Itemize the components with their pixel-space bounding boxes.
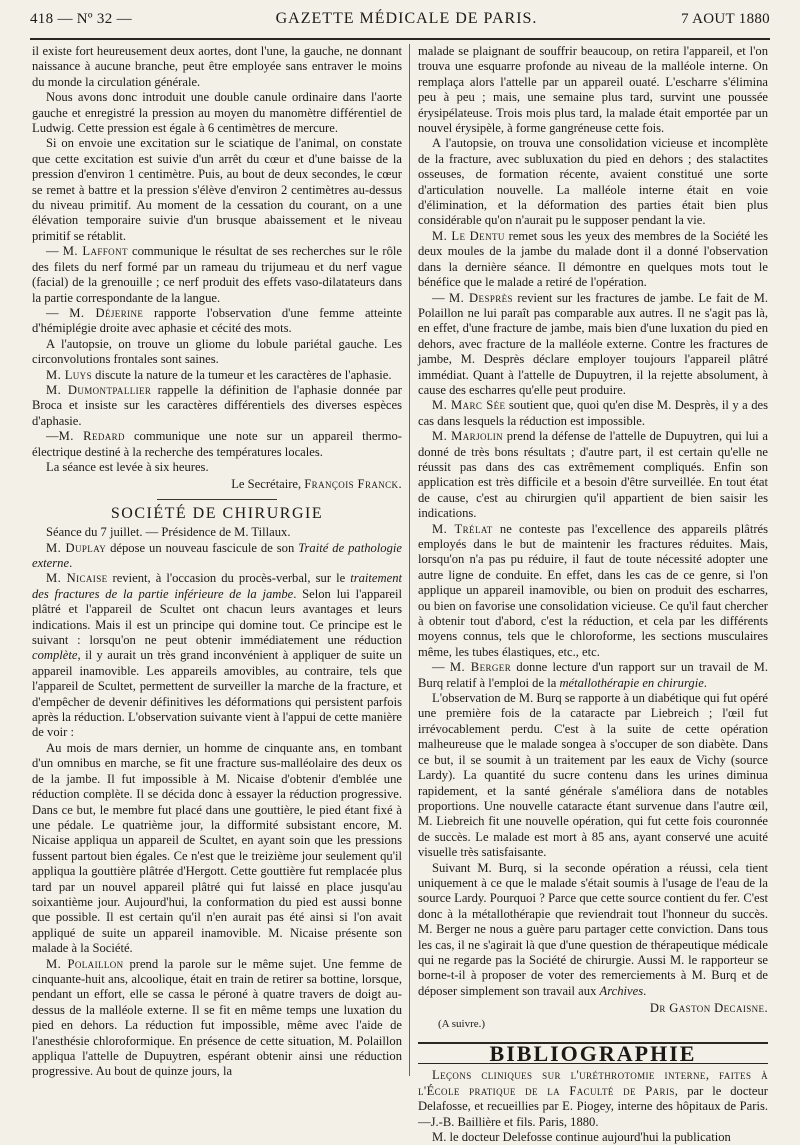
speaker-name: M. Luys xyxy=(46,367,92,382)
paragraph: M. Duplay dépose un nouveau fascicule de son Traité de pathologie externe. xyxy=(32,540,402,570)
issue-date: 7 AOUT 1880 xyxy=(681,11,770,27)
bibliography-header xyxy=(418,1042,768,1064)
page-header xyxy=(30,10,770,36)
section-rule xyxy=(157,499,277,500)
speaker-name: M. Trélat xyxy=(432,521,493,536)
speaker-name: M. Desprès xyxy=(449,290,513,305)
paragraph: A l'autopsie, on trouve un gliome du lobule pariétal gauche. Les circonvolutions frontales sont saines. xyxy=(32,336,402,367)
paragraph: A l'autopsie, on trouva une consolidation vicieuse et incomplète de la fracture, avec subluxation du pied en dehors ; des stalactites osseuses, de formation récente, avaient constitué une sorte d'articulation nouvelle. La malléole interne était en voie d'élimination, et la déformation des parties était bien plus considérable qu'on n'aurait pu le supposer pendant la vie. xyxy=(418,136,768,228)
paragraph: — M. Desprès revient sur les fractures de jambe. Le fait de M. Polaillon ne lui paraît pas comparable aux autres. Il ne s'agit pas là, en effet, d'une fracture de jambe, mais bien d'une luxation du pied en dehors, avec fracture de la malléole externe. Contre les fractures de jambe, M. Desprès déclare employer toujours l'appareil plâtré immédiat. Quant à l'attelle de Dupuytren, il la rejette absolument, à cause des escharres qu'elle peut produire. xyxy=(418,290,768,397)
signature: Dr Gaston Decaisne. xyxy=(649,1001,768,1016)
bibliography-entry: Leçons cliniques sur l'uréthrotomie interne, faites à l'École pratique de la Faculté de Paris, par le docteur Delafosse, et recueillies par E. Piogey, interne des hôpitaux de Paris. —J.-B. Baillière et fils. Paris, 1880. xyxy=(418,1068,768,1129)
paragraph: L'observation de M. Burq se rapporte à un diabétique qui fut opéré une première fois de la cataracte par Liebreich ; l'œil fut irrévocablement perdu. C'est à la suite de cette opération malheureuse que le malade songea à s'occuper de son diabète. Dans ce but, il se soumit à un traitement par les eaux de Vichy (source Lardy). La quantité du sucre contenu dans les urines diminua rapidement, et la santé générale s'améliora dans de notables proportions. Une nouvelle cataracte étant survenue dans l'autre œil, M. Liebreich fit une nouvelle opération, qui fut cette fois couronnée de succès. Le malade est mort à 85 ans, ayant conservé une acuité visuelle très satisfaisante. xyxy=(418,691,768,860)
paragraph: M. Dumontpallier rappelle la définition de l'aphasie donnée par Broca et insiste sur les caractères différentiels des diverses espèces d'aphasie. xyxy=(32,382,402,428)
paragraph: La séance est levée à six heures. xyxy=(46,459,209,474)
paragraph: M. Le Dentu remet sous les yeux des membres de la Société les deux moules de la jambe du malade dont il a donné l'observation dans la dernière séance. Il démontre en quelques mots tout le bénéfice que le malade a retiré de l'opération. xyxy=(418,228,768,290)
speaker-name: M. Nicaise xyxy=(46,571,108,586)
speaker-name: M. Polaillon xyxy=(46,956,124,971)
paragraph: M. le docteur Delefosse continue aujourd'hui la publication xyxy=(432,1130,731,1145)
paragraph: M. Nicaise revient, à l'occasion du procès-verbal, sur le traitement des fractures de la partie inférieure de la jambe. Selon lui l'appareil plâtré et l'appareil de Scultet ont chacun leurs avantages et leurs indications. Mais il est un principe qui domine tout. Ce principe est le suivant : lorsqu'on ne peut obtenir immédiatement une réduction complète, il y aurait un très grand inconvénient à appliquer de suite un appareil inamovible. Les appareils amovibles, au contraire, tels que l'appareil de Scultet, permettent de surveiller la marche de la fracture, et d'empêcher de devenir définitives les déformations qui persistent parfois après la réduction. L'observation suivante vient à l'appui de cette manière de voir : xyxy=(32,571,402,740)
speaker-name: M. Dumontpallier xyxy=(46,382,152,397)
speaker-name: M. Marjolin xyxy=(432,429,504,444)
speaker-name: M. Déjerine xyxy=(69,305,144,320)
paragraph: M. Polaillon prend la parole sur le même sujet. Une femme de cinquante-huit ans, alcoolique, était en train de retirer sa bottine, lorsque, pendant un effort, elle se cassa le péroné à quatre travers de doigt au-dessus de la malléole externe. Il se fit en même temps une luxation du pied en dehors. La réduction fut impossible, même avec l'aide de l'anesthésie chloroformique. En présence de cette situation, M. Polaillon appliqua l'attelle de Dupuytren, espérant obtenir ainsi une réduction progressive. Au bout de quinze jours, la xyxy=(32,956,402,1079)
paragraph: M. Marjolin prend la défense de l'attelle de Dupuytren, qui lui a donné de très bons résultats ; d'autre part, il est certain qu'elle ne réussit pas dans des cas extrêmement compliqués. Enfin son application est très difficile et a besoin d'être surveillée. En tout état de cause, c'est au chirurgien qu'il appartient de bien saisir les indications. xyxy=(418,429,769,521)
speaker-name: M. Duplay xyxy=(46,540,107,555)
paragraph: M. Luys discute la nature de la tumeur et les caractères de l'aphasie. xyxy=(46,367,392,382)
paragraph: Au mois de mars dernier, un homme de cinquante ans, en tombant d'un omnibus en marche, se fit une fracture sus-malléolaire des deux os de la jambe. Il fut impossible à M. Nicaise d'obtenir d'emblée une réduction complète. Il se décida donc à essayer la réduction progressive. Dans ce but, le membre fut placé dans une gouttière, le pied étant fixé à une pédale. Le quatrième jour, la difformité subsistant encore, M. Nicaise appliqua un appareil de Scultet, en ayant soin que les pressions fussent partout bien égales. Ce n'est que le treizième jour seulement qu'il appliqua la gouttière plâtrée d'Hergott. Cette gouttière fut remplacée plus tard par un nouvel appareil plâtré qui fut laissé en place jusqu'au soixantième jour. Aujourd'hui, la conformation du pied est aussi bonne que possible. Il est certain qu'il n'en aurait pas été ainsi si l'on avait appliqué de suite un appareil inamovible. M. Nicaise présente son malade à la Société. xyxy=(32,740,402,956)
speaker-name: M. Le Dentu xyxy=(432,228,505,243)
paragraph: malade se plaignant de souffrir beaucoup, on retira l'appareil, et l'on trouva une esquarre profonde au niveau de la malléole interne. On remplaça alors l'attelle par un appareil ouaté. L'escharre s'élimina peu à peu ; mais, une semaine plus tard, survint une poussée érysipélateuse. Trois mois plus tard, la malade était emportée par un nouvel érysipèle, à forme gangréneuse cette fois. xyxy=(418,44,768,136)
speaker-name: M. Redard xyxy=(58,429,125,444)
paragraph: — M. Laffont communique le résultat de ses recherches sur le rôle des filets du nerf formé par un rameau du trijumeau et du nerf vague (facial) de la grenouille ; ce nerf produit des effets vaso-dilatateurs dans la partie correspondante de la langue. xyxy=(32,244,402,305)
paragraph: M. Trélat ne conteste pas l'excellence des appareils plâtrés employés dans le but de maintenir les fractures réduites. Mais, lorsqu'on n'a pas pu réduire, il faut de toute nécessité adopter une autre ligne de conduite. En effet, dans les cas de ce genre, si l'on applique un appareil inamovible, ou bien on produit des escharres, ou bien on favorise une consolidation vicieuse. Ce qu'il faut chercher à obtenir tout d'abord, c'est la réduction, et cela par les différents moyens connus, tels que le chloroforme, les sections musculaires même, les tubes élastiques, etc., etc. xyxy=(418,521,768,659)
paragraph: il existe fort heureusement deux aortes, dont l'une, la gauche, ne donnant naissance à aucune branche, peut être employée sans entraver le moins du monde la circulation générale. xyxy=(32,44,402,89)
journal-title: GAZETTE MÉDICALE DE PARIS. xyxy=(275,10,538,27)
speaker-name: M. Berger xyxy=(449,660,512,675)
paragraph: —M. Redard communique une note sur un appareil thermo-électrique destiné à la recherche des températures locales. xyxy=(32,429,402,459)
page-number: 418 — Nº 32 — xyxy=(30,11,132,27)
column-divider xyxy=(409,44,410,1076)
paragraph: Si on envoie une excitation sur le sciatique de l'animal, on constate que cette excitation est suivie d'un arrêt du cœur et d'une baisse de la pression d'environ 1 centimètre. Puis, au bout de deux secondes, le cœur se remet à battre et la pression s'élève d'environ 2 centimètres au-dessus du niveau primitif. Au moment de la cessation du courant, on a une élévation temporaire suivie d'un brusque abaissement et le niveau primitif se rétablit. xyxy=(32,136,402,243)
right-column xyxy=(418,44,769,1145)
paragraph: — M. Berger donne lecture d'un rapport sur un travail de M. Burq relatif à l'emploi de la métallothérapie en chirurgie. xyxy=(418,660,768,690)
paragraph: Suivant M. Burq, si la seconde opération a réussi, cela tient uniquement à ce que le malade s'était soumis à l'usage de l'eau de la source Lardy. Pourquoi ? Parce que cette source contient du fer. C'est donc à la métallothérapie que reviendrait tout l'honneur du succès. M. Berger ne nous a guère paru partager cette conviction. Dans tous les cas, il ne s'agirait là que d'une question de thérapeutique médicale qui ne regarde pas la Société de chirurgie. Aussi M. le rapporteur se borne-t-il à proposer de voter des remerciements à M. Burq et de déposer simplement son travail aux Archives. xyxy=(418,860,768,998)
bibliography-title: BIBLIOGRAPHIE xyxy=(489,1041,697,1066)
left-column xyxy=(32,44,403,1079)
speaker-name: M. Marc Sée xyxy=(432,398,506,413)
section-title: SOCIÉTÉ DE CHIRURGIE xyxy=(110,504,324,522)
paragraph: Nous avons donc introduit une double canule ordinaire dans l'aorte gauche et enregistré la pression au moyen du manomètre différentiel de Ludwig. Cette pression est égale à 6 centimètres de mercure. xyxy=(32,90,402,136)
paragraph: M. Marc Sée soutient que, quoi qu'en dise M. Desprès, il y a des cas dans lesquels la réduction est impossible. xyxy=(418,398,768,428)
header-rule xyxy=(30,38,770,40)
speaker-name: M. Laffont xyxy=(62,244,128,259)
signature: Le Secrétaire, François Franck. xyxy=(231,477,402,492)
paragraph: — M. Déjerine rapporte l'observation d'une femme atteinte d'hémiplégie droite avec aphasie et cécité des mots. xyxy=(32,305,403,336)
session-line: Séance du 7 juillet. — Présidence de M. Tillaux. xyxy=(46,525,291,540)
continuation-note: (A suivre.) xyxy=(438,1017,486,1030)
